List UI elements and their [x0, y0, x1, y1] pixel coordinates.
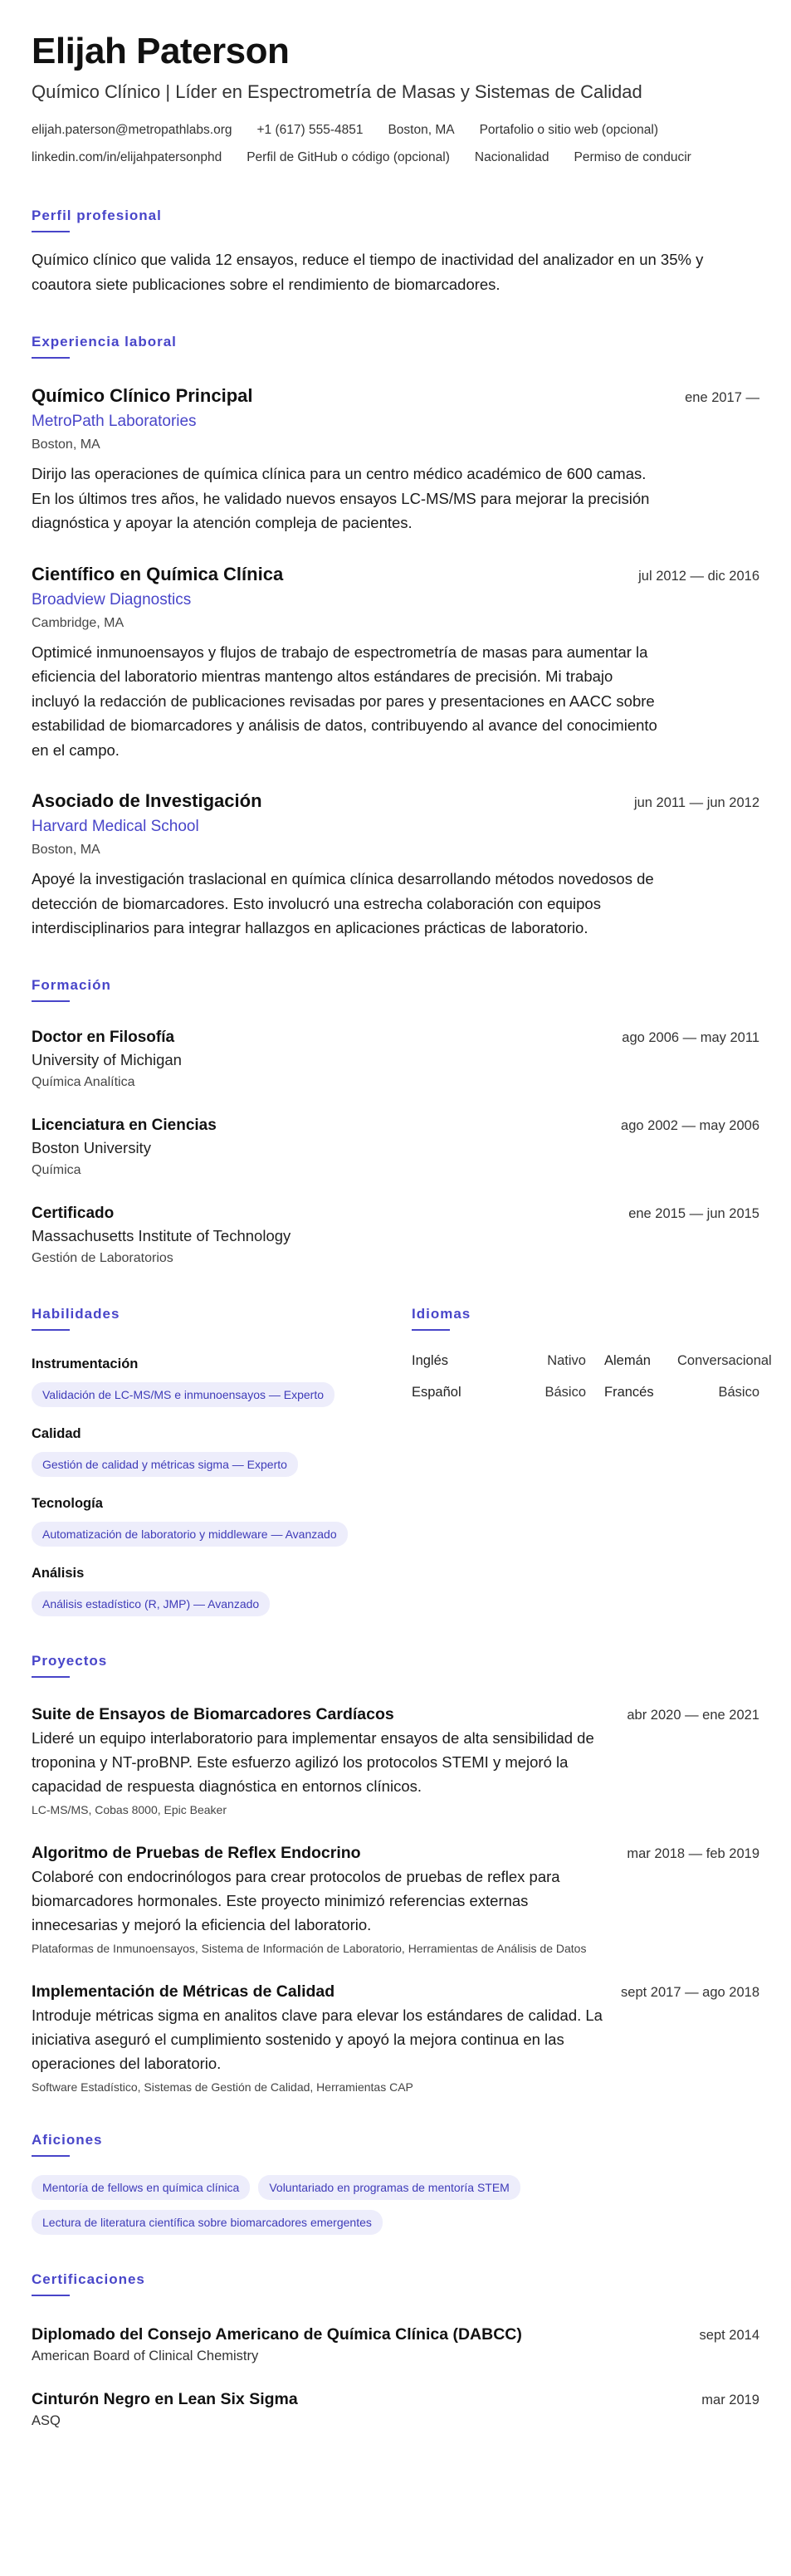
education-school: Boston University	[32, 1138, 151, 1156]
education-school: Massachusetts Institute of Technology	[32, 1226, 291, 1244]
candidate-name: Elijah Paterson	[32, 31, 290, 71]
education-date: ago 2006 — may 2011	[622, 1029, 759, 1045]
job-title: Químico Clínico Principal	[32, 385, 253, 406]
certification-title: Diplomado del Consejo Americano de Química Clínica (DABCC)	[32, 2324, 522, 2344]
contact-driving-license: Permiso de conducir	[574, 150, 691, 164]
section-divider	[32, 1676, 70, 1678]
projects-section	[32, 1651, 759, 2095]
job-entry	[32, 789, 759, 941]
section-divider	[32, 2295, 70, 2296]
language-level: Nativo	[547, 1352, 586, 1368]
section-divider	[412, 1329, 450, 1331]
project-entry	[32, 1980, 759, 2095]
job-date: jun 2011 — jun 2012	[633, 795, 759, 810]
skill-category: Tecnología	[32, 1495, 103, 1511]
job-location: Cambridge, MA	[32, 615, 125, 630]
experience-section	[32, 332, 759, 941]
certification-title: Cinturón Negro en Lean Six Sigma	[32, 2389, 298, 2408]
contact-phone[interactable]: +1 (617) 555-4851	[256, 123, 364, 137]
hobby-chip: Mentoría de fellows en química clínica	[32, 2175, 250, 2200]
section-title: Perfil profesional	[32, 208, 162, 223]
profile-section	[32, 206, 759, 297]
language-level: Básico	[718, 1384, 759, 1400]
hobbies-section	[32, 2130, 759, 2235]
project-entry	[32, 1841, 759, 1957]
skill-chip: Validación de LC-MS/MS e inmunoensayos — Experto	[32, 1382, 334, 1407]
job-company: MetroPath Laboratories	[32, 413, 197, 430]
project-description: Introduje métricas sigma en analitos clave para elevar los estándares de calidad. La iniciativa aseguró el cumplimiento sostenido y apoyó la mejora continua en las operaciones del laboratorio.	[32, 2006, 603, 2072]
candidate-headline: Químico Clínico | Líder en Espectrometría de Masas y Sistemas de Calidad	[32, 81, 642, 102]
project-tech: LC-MS/MS, Cobas 8000, Epic Beaker	[32, 1802, 227, 1816]
language-level: Básico	[544, 1384, 586, 1400]
project-tech: Plataformas de Inmunoensayos, Sistema de Información de Laboratorio, Herramientas de Análisis de Datos	[32, 1941, 587, 1955]
certification-issuer: ASQ	[32, 2412, 61, 2428]
education-degree: Certificado	[32, 1204, 115, 1222]
project-title: Algoritmo de Pruebas de Reflex Endocrino	[32, 1843, 361, 1862]
education-entry	[32, 1027, 759, 1093]
hobby-chip: Voluntariado en programas de mentoría STEM	[258, 2175, 520, 2200]
project-date: sept 2017 — ago 2018	[621, 1984, 759, 2000]
skill-chip: Automatización de laboratorio y middleware — Avanzado	[32, 1522, 348, 1547]
education-school: University of Michigan	[32, 1050, 182, 1068]
language-name: Español	[412, 1384, 461, 1400]
contact-linkedin[interactable]: linkedin.com/in/elijahpatersonphd	[32, 150, 222, 164]
section-title: Experiencia laboral	[32, 334, 177, 349]
education-field: Química Analítica	[32, 1074, 135, 1089]
job-location: Boston, MA	[32, 437, 100, 452]
skill-chip: Gestión de calidad y métricas sigma — Experto	[32, 1452, 298, 1477]
education-entry	[32, 1203, 759, 1269]
job-title: Científico en Química Clínica	[32, 563, 284, 584]
section-divider	[32, 357, 70, 359]
hobby-chip: Lectura de literatura científica sobre biomarcadores emergentes	[32, 2210, 383, 2235]
job-date: ene 2017 —	[685, 390, 759, 405]
contact-nationality: Nacionalidad	[474, 150, 549, 164]
skill-category: Calidad	[32, 1425, 81, 1441]
job-location: Boston, MA	[32, 843, 100, 857]
project-date: mar 2018 — feb 2019	[627, 1845, 759, 1861]
section-divider	[32, 2155, 70, 2157]
project-title: Suite de Ensayos de Biomarcadores Cardíacos	[32, 1704, 394, 1723]
hobby-list	[32, 2175, 613, 2235]
contact-email[interactable]: elijah.paterson@metropathlabs.org	[32, 123, 232, 137]
contact-portfolio[interactable]: Portafolio o sitio web (opcional)	[479, 123, 658, 137]
project-date: abr 2020 — ene 2021	[627, 1707, 759, 1723]
skill-chip: Análisis estadístico (R, JMP) — Avanzado	[32, 1591, 270, 1616]
section-title: Proyectos	[32, 1652, 108, 1669]
language-list	[412, 1349, 772, 1404]
contact-github[interactable]: Perfil de GitHub o código (opcional)	[247, 150, 450, 164]
section-title: Certificaciones	[32, 2270, 145, 2287]
job-entry	[32, 562, 759, 763]
certification-date: mar 2019	[701, 2392, 759, 2407]
education-field: Gestión de Laboratorios	[32, 1250, 173, 1265]
education-degree: Doctor en Filosofía	[32, 1028, 175, 1046]
project-description: Colaboré con endocrinólogos para crear protocolos de pruebas de reflex para biomarcadores hormonales. Este proyecto minimizó referencias externas innecesarias y mejoró la eficiencia del laboratorio.	[32, 1867, 560, 1933]
certification-entry	[32, 2388, 759, 2431]
education-section	[32, 975, 759, 1269]
section-title: Formación	[32, 976, 111, 993]
skill-category: Instrumentación	[32, 1356, 139, 1371]
section-title: Aficiones	[32, 2131, 103, 2148]
language-name: Francés	[604, 1384, 654, 1400]
certifications-section	[32, 2270, 759, 2431]
certification-date: sept 2014	[699, 2327, 759, 2343]
project-entry	[32, 1703, 759, 1818]
resume-header	[32, 30, 759, 171]
education-field: Química	[32, 1162, 81, 1177]
project-title: Implementación de Métricas de Calidad	[32, 1982, 335, 2001]
job-title: Asociado de Investigación	[32, 790, 262, 811]
skills-section	[32, 1304, 412, 1616]
section-divider	[32, 231, 70, 232]
section-title: Habilidades	[32, 1305, 120, 1322]
job-description: Optimicé inmunoensayos y flujos de trabajo de espectrometría de masas para aumentar la eficiencia del laboratorio mientras mantengo altos estándares de precisión. Mi trabajo incluyó la redacción de publicaciones revisadas por pares y presentaciones en AACC sobre estabilidad de biomarcadores y análisis de datos, contribuyendo al avance del conocimiento en el campo.	[32, 643, 657, 759]
education-date: ene 2015 — jun 2015	[628, 1205, 759, 1221]
education-date: ago 2002 — may 2006	[621, 1117, 759, 1133]
section-title: Idiomas	[412, 1305, 471, 1322]
job-entry	[32, 384, 759, 535]
job-company: Harvard Medical School	[32, 818, 199, 835]
job-description: Apoyé la investigación traslacional en química clínica desarrollando métodos novedosos de detección de biomarcadores. Esto involucró una estrecha colaboración con equipos interdisciplinarios para integrar hallazgos en aplicaciones prácticas de laboratorio.	[32, 870, 654, 936]
profile-summary: Químico clínico que valida 12 ensayos, reduce el tiempo de inactividad del analizador en un 35% y coautora siete publicaciones sobre el rendimiento de biomarcadores.	[32, 251, 704, 293]
contact-list	[32, 116, 762, 171]
certification-issuer: American Board of Clinical Chemistry	[32, 2348, 259, 2363]
project-tech: Software Estadístico, Sistemas de Gestión de Calidad, Herramientas CAP	[32, 2080, 413, 2094]
language-name: Inglés	[412, 1352, 449, 1368]
language-level: Conversacional	[677, 1352, 772, 1368]
languages-section	[412, 1304, 772, 1616]
certification-entry	[32, 2323, 759, 2366]
language-name: Alemán	[604, 1352, 651, 1368]
skill-category: Análisis	[32, 1565, 85, 1581]
job-description: Dirijo las operaciones de química clínica para un centro médico académico de 600 camas. En los últimos tres años, he validado nuevos ensayos LC-MS/MS para mejorar la precisión diagnóstica y apoyar la atención compleja de pacientes.	[32, 465, 650, 531]
education-degree: Licenciatura en Ciencias	[32, 1116, 217, 1134]
job-date: jul 2012 — dic 2016	[638, 568, 759, 584]
section-divider	[32, 1329, 70, 1331]
section-divider	[32, 1000, 70, 1002]
education-entry	[32, 1115, 759, 1181]
contact-location: Boston, MA	[388, 123, 455, 137]
project-description: Lideré un equipo interlaboratorio para implementar ensayos de alta sensibilidad de troponina y NT-proBNP. Este esfuerzo agilizó los protocolos STEMI y mejoró la capacidad de respuesta diagnóstica en entornos clínicos.	[32, 1728, 594, 1795]
job-company: Broadview Diagnostics	[32, 590, 192, 609]
skills-languages-row	[32, 1304, 772, 1616]
